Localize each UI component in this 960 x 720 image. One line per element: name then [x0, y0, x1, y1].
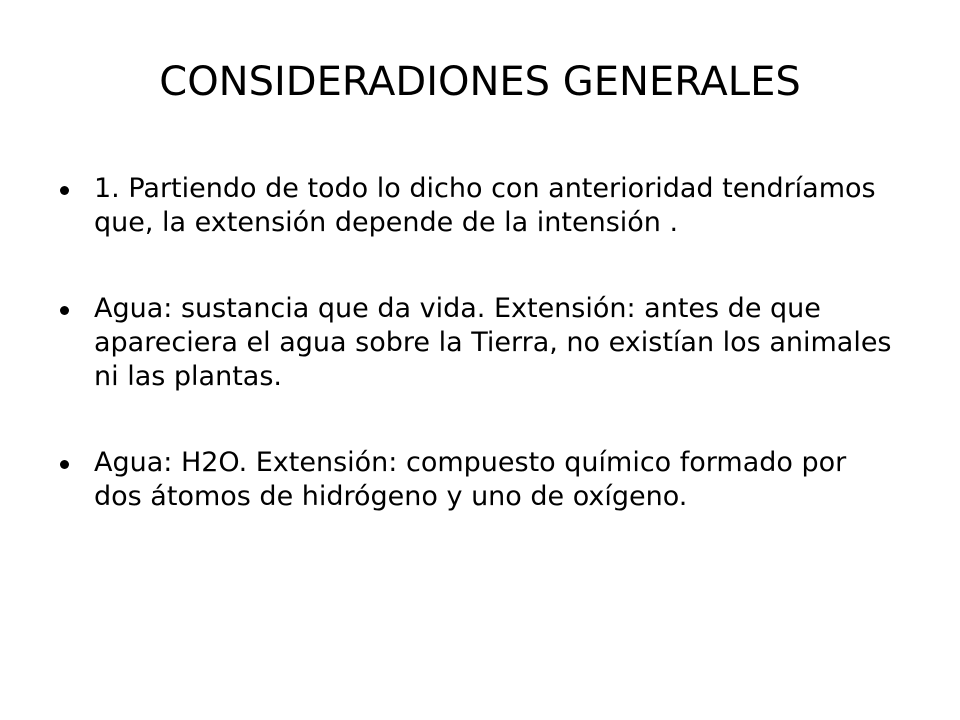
bullet-text-2: Agua: sustancia que da vida. Extensión: antes de que apareciera el agua sobre la Tierra, no existían los animales ni las plantas. — [94, 293, 892, 392]
bullet-item-3 — [58, 446, 898, 514]
bullet-icon — [60, 306, 69, 315]
slide-title: CONSIDERADIONES GENERALES — [159, 59, 801, 105]
bullet-icon — [60, 460, 69, 469]
bullet-item-2 — [58, 292, 898, 394]
bullet-text-1: 1. Partiendo de todo lo dicho con anterioridad tendríamos que, la extensión depende de la intensión . — [94, 173, 876, 238]
bullet-icon — [60, 186, 69, 195]
bullet-text-3: Agua: H2O. Extensión: compuesto químico formado por dos átomos de hidrógeno y uno de oxígeno. — [94, 447, 847, 512]
bullet-list — [58, 172, 898, 514]
bullet-item-1 — [58, 172, 898, 240]
